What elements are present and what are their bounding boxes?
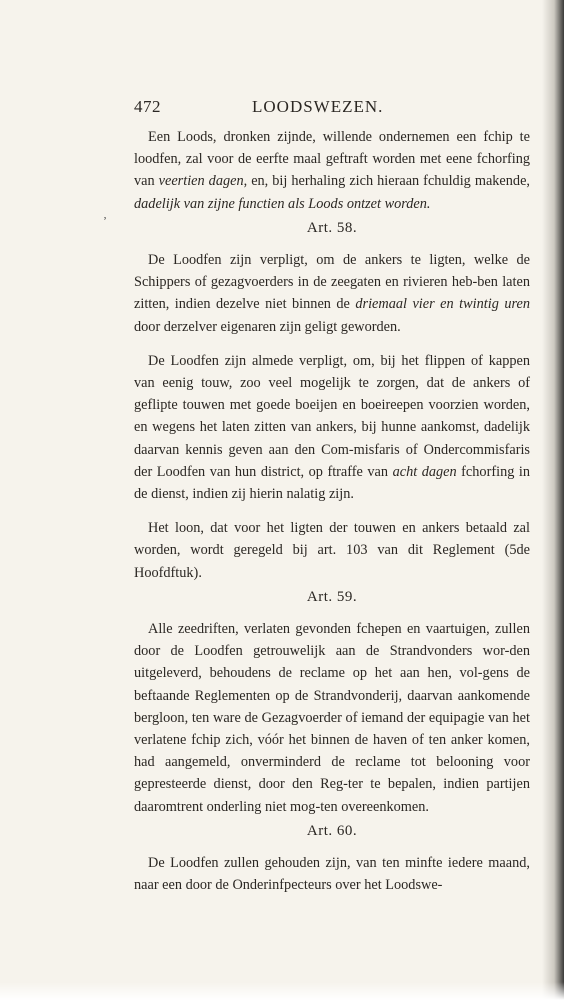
article-heading-58: Art. 58. xyxy=(306,219,358,236)
page-bottom-edge xyxy=(0,982,564,1000)
paragraph-slipped-cables: De Loodfen zijn almede verpligt, om, bij het flippen of kappen van eenig touw, zoo veel mogelijk te zorgen, dat de ankers of geflipte touwen met goede boeijen en boeireepen voorzien worden, en wegens het laten zitten van ankers, bij hunne aankomst, dadelijk daarvan kennis geven aan den Com-misfaris of Ondercommisfaris der Loodfen van hun district, op ftraffe van acht dagen fchorfing in de dienst, indien zij hierin nalatig zijn. xyxy=(134,352,531,503)
paragraph-monthly-report: De Loodfen zullen gehouden zijn, van ten minfte iedere maand, naar een door de Onderinfpecteurs over het Loodswe- xyxy=(134,855,530,894)
margin-mark: ‚ xyxy=(103,207,107,221)
page-gutter-shadow xyxy=(542,0,564,1000)
paragraph-salvage: Alle zeedriften, verlaten gevonden fchepen en vaartuigen, zullen door de Loodfen getrouwelijk aan de Strandvonders wor-den uitgeleverd, behoudens de reclame op het aan hen, vol-gens de beftaande Reglementen op de Strandvonderij, daarvan aankomende bergloon, ten ware de Gezagvoerder of iemand der equipagie van het verlatene fchip zich, vóór het binnen de haven of ten anker komen, had aangemeld, onverminderd de reclame tot belooning voor gepresteerde dienst, door den Reg-ter te bepalen, indien partijen daaromtrent onderling niet mog-ten overeenkomen. xyxy=(134,621,530,815)
article-heading-59: Art. 59. xyxy=(306,588,358,605)
paragraph-raise-anchors: De Loodfen zijn verpligt, om de ankers te ligten, welke de Schippers of gezagvoerders in de zeegaten en rivieren heb-ben laten zitten, indien dezelve niet binnen de driemaal vier en twintig uren door derzelver eigenaren zijn geligt geworden. xyxy=(134,252,530,335)
emphasis-fourteen-days: veertien dagen xyxy=(158,173,244,190)
page-header xyxy=(134,96,530,122)
article-heading-60: Art. 60. xyxy=(306,822,358,839)
page-content xyxy=(134,96,530,897)
emphasis-dismissal: dadelijk van zijne functien als Loods ontzet worden. xyxy=(134,195,431,212)
paragraph-drunk-pilot: Een Loods, dronken zijnde, willende ondernemen een fchip te loodfen, zal voor de eerfte maal geftraft worden met eene fchorfing van veertien dagen, en, bij herhaling zich hieraan fchuldig makende, dadelijk van zijne functien als Loods ontzet worden. xyxy=(134,129,530,212)
emphasis-eight-days: acht dagen xyxy=(392,463,457,480)
running-title: LOODSWEZEN. xyxy=(252,97,384,116)
emphasis-seventy-two-hours: driemaal vier en twintig uren xyxy=(355,296,530,313)
page-number: 472 xyxy=(134,97,161,116)
paragraph-wages: Het loon, dat voor het ligten der touwen en ankers betaald zal worden, wordt geregeld bij art. 103 van dit Reglement (5de Hoofdftuk). xyxy=(134,520,530,581)
